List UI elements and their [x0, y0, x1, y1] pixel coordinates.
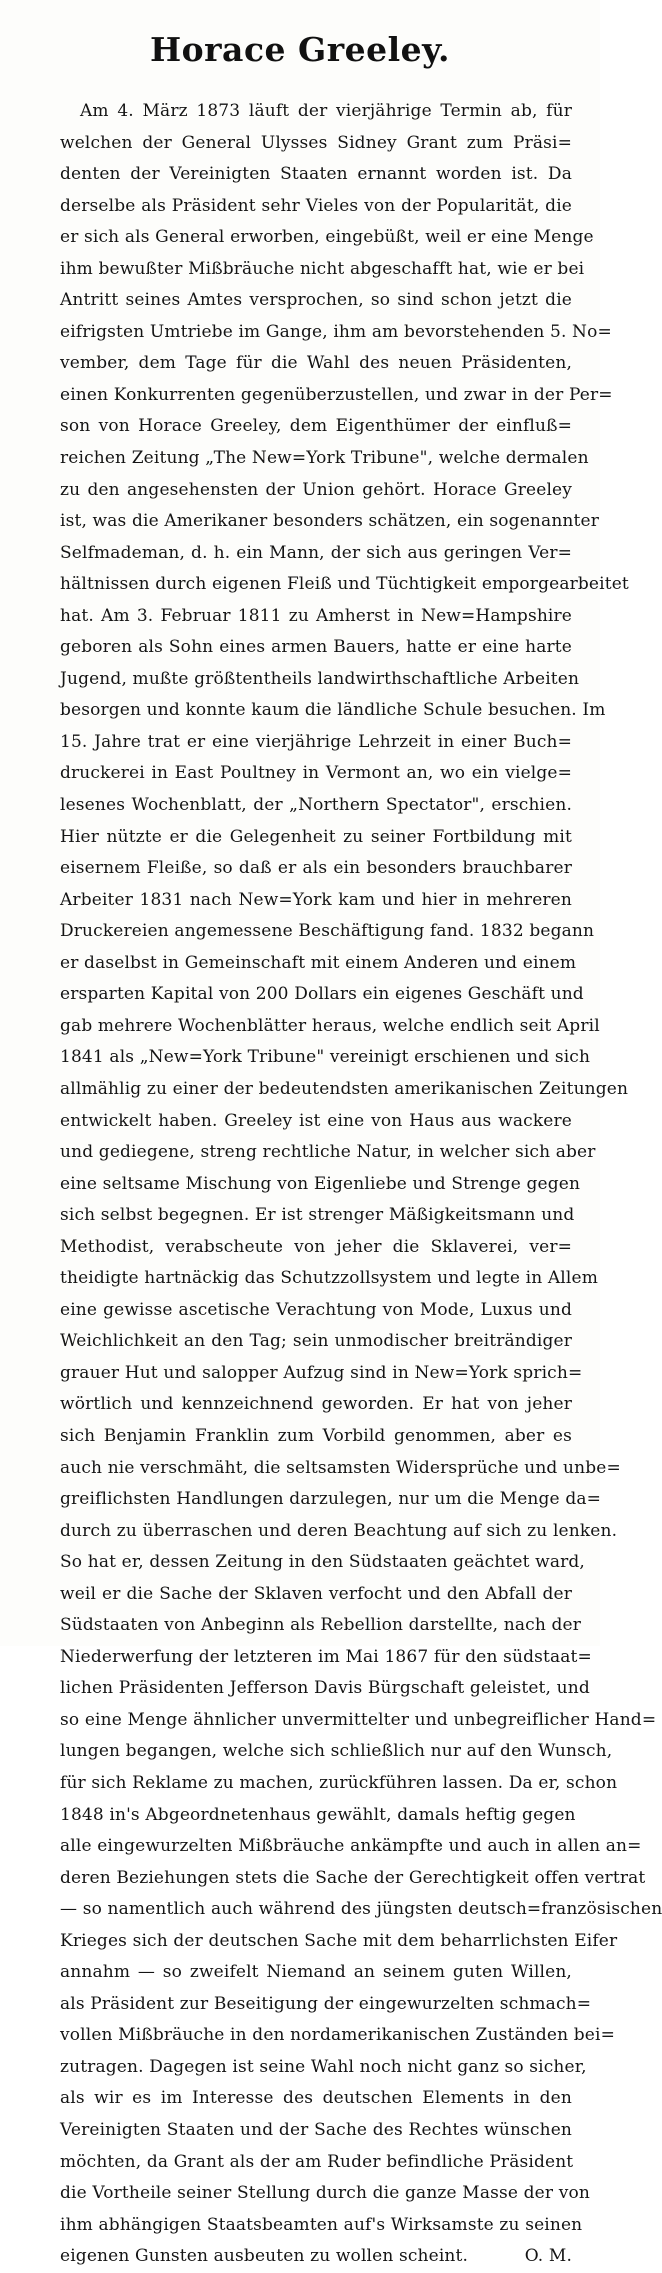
article-line: derselbe als Präsident sehr Vieles von der Popularität, die — [60, 195, 572, 216]
article-line: eine seltsame Mischung von Eigenliebe und Strenge gegen — [60, 1173, 581, 1194]
article-line: Hier nützte er die Gelegenheit zu seiner Fortbildung mit — [60, 826, 572, 847]
article-line: eifrigsten Umtriebe im Gange, ihm am bevorstehenden 5. No= — [60, 321, 612, 342]
article-line: als wir es im Interesse des deutschen Elements in den — [60, 2088, 572, 2109]
article-line: eigenen Gunsten ausbeuten zu wollen scheint. O. M. — [60, 2241, 572, 2273]
article-line: 1841 als „New=York Tribune" vereinigt erschienen und sich — [60, 1047, 591, 1068]
article-line: einen Konkurrenten gegenüberzustellen, und zwar in der Per= — [60, 384, 613, 405]
article-line: deren Beziehungen stets die Sache der Gerechtigkeit offen vertrat — [60, 1867, 646, 1888]
article-line: weil er die Sache der Sklaven verfocht und den Abfall der — [60, 1583, 572, 1604]
article-line: Antritt seines Amtes versprochen, so sind schon jetzt die — [60, 290, 572, 311]
article-line: eisernem Fleiße, so daß er als ein besonders brauchbarer — [60, 858, 572, 879]
article-line: welchen der General Ulysses Sidney Grant zum Präsi= — [60, 132, 572, 153]
article-line: zu den angesehensten der Union gehört. Horace Greeley — [60, 479, 572, 500]
article-line: alle eingewurzelten Mißbräuche ankämpfte und auch in allen an= — [60, 1836, 642, 1857]
article-line: als Präsident zur Beseitigung der eingewurzelten schmach= — [60, 1993, 592, 2014]
article-line: wörtlich und kennzeichnend geworden. Er hat von jeher — [60, 1394, 572, 1415]
article-line: Methodist, verabscheute von jeher die Sklaverei, ver= — [60, 1236, 572, 1257]
article-line: die Vortheile seiner Stellung durch die ganze Masse der von — [60, 2183, 590, 2204]
article-line: lichen Präsidenten Jefferson Davis Bürgschaft geleistet, und — [60, 1678, 590, 1699]
article-line: er sich als General erworben, eingebüßt, weil er eine Menge — [60, 227, 594, 248]
article-line: gab mehrere Wochenblätter heraus, welche endlich seit April — [60, 1015, 600, 1036]
article-line: für sich Reklame zu machen, zurückführen lassen. Da er, schon — [60, 1772, 618, 1793]
article-line: lungen begangen, welche sich schließlich nur auf den Wunsch, — [60, 1741, 613, 1762]
article-line: Vereinigten Staaten und der Sache des Rechtes wünschen — [60, 2120, 572, 2140]
article-line: Niederwerfung der letzteren im Mai 1867 für den südstaat= — [60, 1646, 592, 1667]
article-line: So hat er, dessen Zeitung in den Südstaaten geächtet ward, — [60, 1552, 585, 1573]
article-line: sich Benjamin Franklin zum Vorbild genommen, aber es — [60, 1425, 572, 1446]
article-line: vollen Mißbräuche in den nordamerikanischen Zuständen bei= — [60, 2025, 615, 2046]
article-line: Druckereien angemessene Beschäftigung fand. 1832 begann — [60, 921, 595, 942]
article-line: Jugend, mußte größtentheils landwirthschaftliche Arbeiten — [60, 668, 580, 689]
article-line: hältnissen durch eigenen Fleiß und Tüchtigkeit emporgearbeitet — [60, 574, 629, 595]
article-line: Südstaaten von Anbeginn als Rebellion darstellte, nach der — [60, 1615, 581, 1636]
article-line: er daselbst in Gemeinschaft mit einem Anderen und einem — [60, 952, 577, 973]
article-line: und gediegene, streng rechtliche Natur, in welcher sich aber — [60, 1142, 596, 1163]
article-line: Arbeiter 1831 nach New=York kam und hier in mehreren — [60, 889, 572, 910]
article-line: Weichlichkeit an den Tag; sein unmodischer breiträndiger — [60, 1331, 572, 1352]
article-line: ihm abhängigen Staatsbeamten auf's Wirksamste zu seinen — [60, 2214, 583, 2235]
article-line: auch nie verschmäht, die seltsamsten Widersprüche und unbe= — [60, 1457, 621, 1478]
article-line: so eine Menge ähnlicher unvermittelter und unbegreiflicher Hand= — [60, 1709, 657, 1730]
article-line: greiflichsten Handlungen darzulegen, nur um die Menge da= — [60, 1489, 602, 1510]
article-line: ersparten Kapital von 200 Dollars ein eigenes Geschäft und — [60, 984, 584, 1005]
article-line: denten der Vereinigten Staaten ernannt worden ist. Da — [60, 164, 572, 185]
article-title: Horace Greeley. — [149, 30, 450, 69]
article-line: 1848 in's Abgeordnetenhaus gewählt, damals heftig gegen — [60, 1804, 576, 1825]
article-line: besorgen und konnte kaum die ländliche Schule besuchen. Im — [60, 700, 606, 721]
article-line: son von Horace Greeley, dem Eigenthümer der einfluß= — [60, 416, 572, 437]
article-line: geboren als Sohn eines armen Bauers, hatte er eine harte — [60, 637, 572, 658]
article-line: allmählig zu einer der bedeutendsten amerikanischen Zeitungen — [60, 1078, 629, 1099]
article-line: druckerei in East Poultney in Vermont an, wo ein vielge= — [60, 763, 572, 784]
article-line: hat. Am 3. Februar 1811 zu Amherst in New=Hampshire — [60, 605, 572, 626]
article-line: ihm bewußter Mißbräuche nicht abgeschafft hat, wie er bei — [60, 258, 585, 279]
article-line: theidigte hartnäckig das Schutzzollsystem und legte in Allem — [60, 1268, 598, 1289]
article-line: — so namentlich auch während des jüngsten deutsch=französischen — [60, 1899, 662, 1920]
article-line: lesenes Wochenblatt, der „Northern Spectator", erschien. — [60, 795, 572, 816]
article-line: durch zu überraschen und deren Beachtung auf sich zu lenken. — [60, 1520, 618, 1541]
article-line: Am 4. März 1873 läuft der vierjährige Termin ab, für — [80, 101, 572, 121]
article-line: reichen Zeitung „The New=York Tribune", welche dermalen — [60, 448, 589, 469]
article-body — [60, 96, 662, 2273]
article-line: entwickelt haben. Greeley ist eine von Haus aus wackere — [60, 1110, 572, 1131]
article-line: möchten, da Grant als der am Ruder befindliche Präsident — [60, 2151, 574, 2172]
article-line: grauer Hut und salopper Aufzug sind in New=York sprich= — [60, 1362, 583, 1383]
article-line: annahm — so zweifelt Niemand an seinem guten Willen, — [60, 1962, 572, 1983]
article-line: sich selbst begegnen. Er ist strenger Mäßigkeitsmann und — [60, 1205, 575, 1226]
article-line: zutragen. Dagegen ist seine Wahl noch nicht ganz so sicher, — [60, 2056, 587, 2077]
article-line: 15. Jahre trat er eine vierjährige Lehrzeit in einer Buch= — [60, 731, 572, 752]
article-line: eine gewisse ascetische Verachtung von Mode, Luxus und — [60, 1299, 572, 1320]
author-signature: O. M. — [524, 2246, 572, 2267]
article-line: Selfmademan, d. h. ein Mann, der sich aus geringen Ver= — [60, 542, 572, 563]
article-line: Krieges sich der deutschen Sache mit dem beharrlichsten Eifer — [60, 1930, 618, 1951]
article-line: ist, was die Amerikaner besonders schätzen, ein sogenannter — [60, 511, 599, 532]
article-line: vember, dem Tage für die Wahl des neuen Präsidenten, — [60, 353, 572, 374]
